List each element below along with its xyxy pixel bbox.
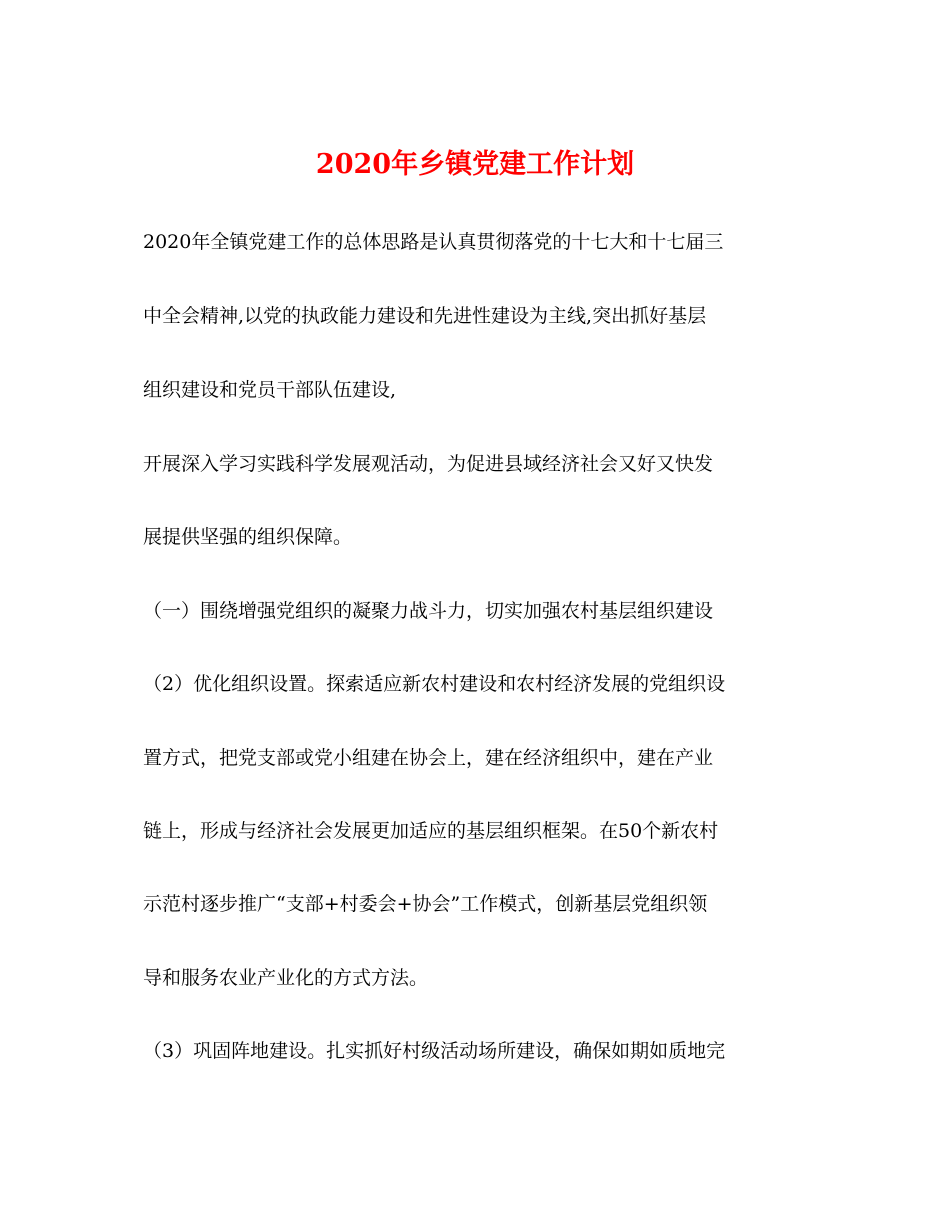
paragraph-line: （3）巩固阵地建设。扎实抓好村级活动场所建设，确保如期如质地完: [143, 1040, 726, 1062]
paragraph-line: 置方式，把党支部或党小组建在协会上，建在经济组织中，建在产业: [143, 747, 714, 769]
paragraph-line: 组织建设和党员干部队伍建设,: [143, 379, 397, 401]
paragraph-line: （2）优化组织设置。探索适应新农村建设和农村经济发展的党组织设: [143, 673, 726, 695]
paragraph-line: 开展深入学习实践科学发展观活动，为促进县域经济社会又好又快发: [143, 453, 714, 475]
paragraph-line: 链上，形成与经济社会发展更加适应的基层组织框架。在50个新农村: [143, 820, 719, 842]
paragraph-line: 示范村逐步推广“支部+村委会+协会”工作模式，创新基层党组织领: [143, 893, 708, 915]
section-heading: （一）围绕增强党组织的凝聚力战斗力，切实加强农村基层组织建设: [143, 600, 714, 622]
document-title: 2020年乡镇党建工作计划: [315, 149, 635, 180]
paragraph-line: 2020年全镇党建工作的总体思路是认真贯彻落党的十七大和十七届三: [143, 231, 724, 253]
paragraph-line: 导和服务农业产业化的方式方法。: [143, 967, 429, 989]
paragraph-line: 展提供坚强的组织保障。: [143, 526, 353, 548]
paragraph-line: 中全会精神,以党的执政能力建设和先进性建设为主线,突出抓好基层: [143, 305, 707, 327]
